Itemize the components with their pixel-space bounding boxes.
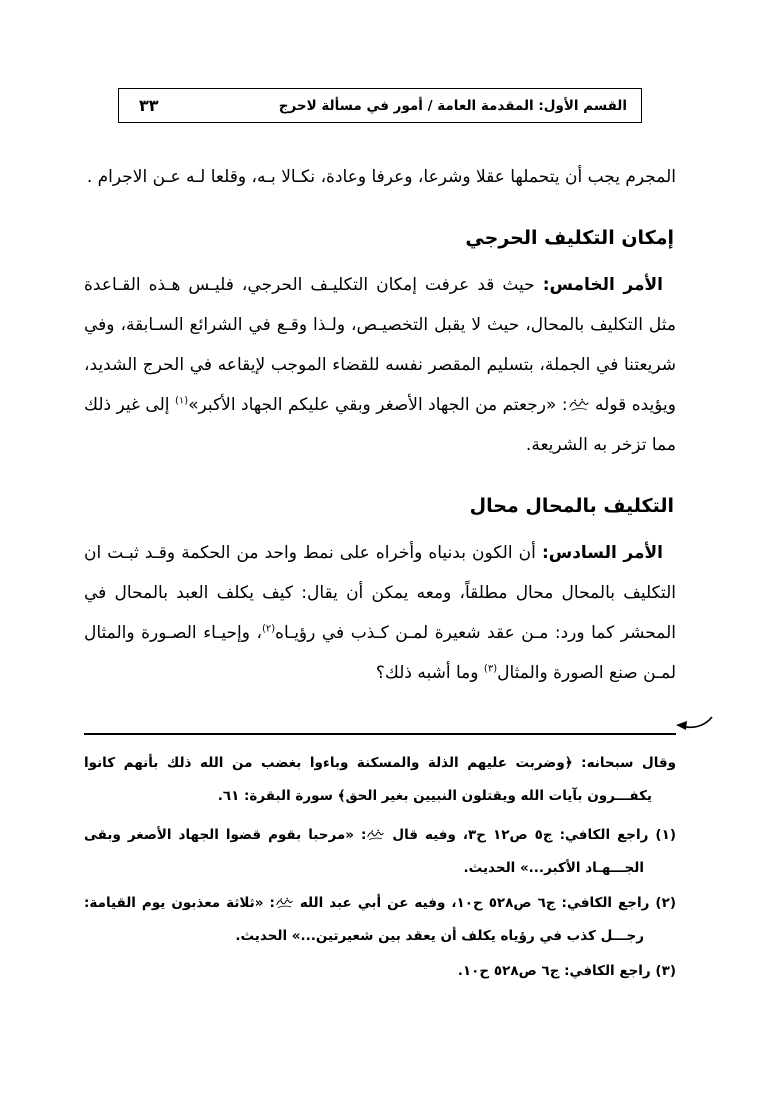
heading-imkan-altaklif: إمكان التكليف الحرجي <box>465 227 674 249</box>
paragraph-amr-sadis <box>84 533 676 693</box>
paragraph-text: : «رجعتم من الجهاد الأصغر وبقي عليكم الجهاد الأكبر» <box>188 395 568 415</box>
footnote-3 <box>84 955 676 988</box>
footnote-text: : «ثلاثة معذبون يوم القيامة: رجـــل كذب في رؤياه يكلف أن يعقد بين شعيرتين...» الحديث. <box>84 895 644 944</box>
heading-taklif-bilmuhal: التكليف بالمحال محال <box>469 495 674 517</box>
footnote-marker: (٣) <box>655 963 676 979</box>
pbuh-honorific-icon <box>569 398 589 412</box>
footnote-ref-2: (٢) <box>261 623 276 635</box>
paragraph-text: وما أشبه ذلك؟ <box>375 663 484 683</box>
footnote-text: راجع الكافي: ج٦ ص٥٢٨ ح١٠، وفيه عن أبي عبد الله <box>293 895 656 911</box>
paragraph-text: أن الكون بدنياه وأخراه على نمط واحد من الحكمة وقـد ثبـت ان التكليف بالمحال محال مطلقاً، ومعه يمكن أن يقال: كيف يكلف العبد بالمحال في المحشر كما ورد: مـن عقد شعيرة لمـن كـذب في رؤيـاه <box>84 543 676 643</box>
footnote-text: راجع الكافي: ج٦ ص٥٢٨ ح١٠. <box>457 963 656 979</box>
footnote-1 <box>84 819 676 885</box>
paragraph-text: ، وإحيـاء الصـورة والمثال لمـن صنع الصورة والمثال <box>84 623 676 683</box>
footnote-2 <box>84 887 676 953</box>
paragraph-amr-khamis <box>84 265 676 465</box>
footnote-ref-1: (١) <box>174 395 189 407</box>
footnote-text: راجع الكافي: ج٥ ص١٢ ح٣، وفيه قال <box>385 827 656 843</box>
footnotes-section <box>84 733 676 988</box>
footnote-marker: (٢) <box>655 895 676 911</box>
pbuh-honorific-icon <box>367 829 384 841</box>
footnote-text: : «مرحبا بقوم قضوا الجهاد الأصغر وبقى الجـــهـاد الأكبر...» الحديث. <box>84 827 644 876</box>
paragraph-text: حيث قد عرفت إمكان التكليـف الحرجي، فليـس هـذه القـاعدة مثل التكليف بالمحال، حيث لا يقبل التخصيـص، ولـذا وقـع في الشرائع السـابقة، وفي شريعتنا في الجملة، بتسليم المقصر نفسه للقضاء الموجب لإيقاعه في الحرج الشديد، ويؤيده قوله <box>84 275 676 415</box>
header-title: القسم الأول: المقدمة العامة / أمور في مسألة لاحرج <box>278 97 627 114</box>
pbuh-honorific-icon <box>276 897 293 909</box>
footnote-continuation: وقال سبحانه: ﴿وضربت عليهم الذلة والمسكنة وباءوا بغضب من الله ذلك بأنهم كانوا يكفـــرون بآيات الله ويقتلون النبيين بغير الحق﴾ سورة البقرة: ٦١. <box>84 755 676 804</box>
page-content <box>0 88 770 988</box>
footnote-marker: (١) <box>655 827 676 843</box>
page-header <box>118 88 642 123</box>
paragraph-intro: المجرم يجب أن يتحملها عقلا وشرعا، وعرفا وعادة، نكـالا بـه، وقلعا لـه عـن الاجرام . <box>86 167 676 187</box>
footnote-ref-3: (٣) <box>483 663 498 675</box>
page-number: ٣٣ <box>139 96 159 115</box>
paragraph-lead: الأمر السادس: <box>541 543 663 563</box>
paragraph-text: إلى غير ذلك مما تزخر به الشريعة. <box>84 395 676 455</box>
paragraph-lead: الأمر الخامس: <box>542 275 663 295</box>
footnote-continuation-arrow-icon <box>674 715 714 735</box>
